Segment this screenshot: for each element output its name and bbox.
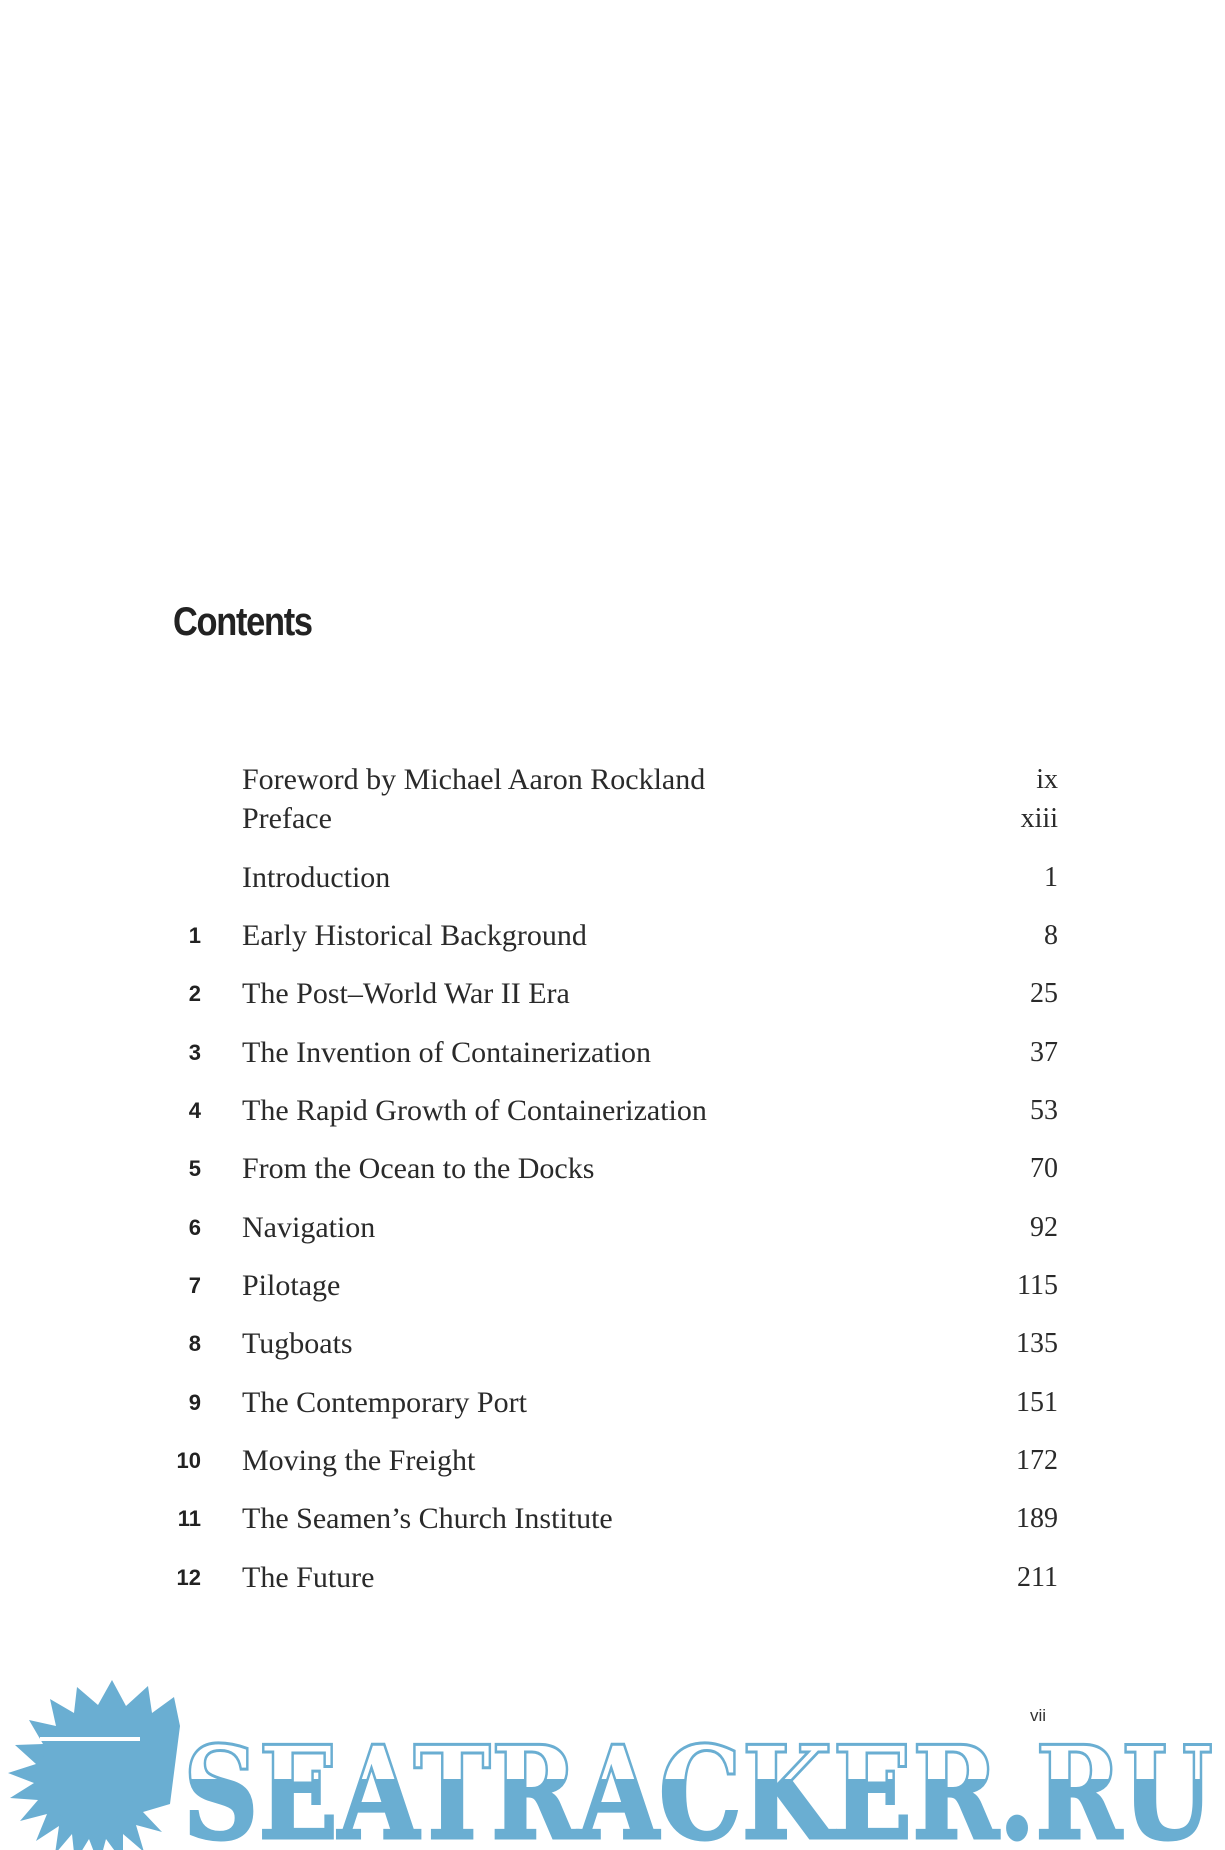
toc-entry-chapter-8 xyxy=(168,1322,1058,1366)
toc-entry-number: 8 xyxy=(188,1331,201,1356)
toc-entry-title: The Seamen’s Church Institute xyxy=(242,1502,613,1535)
toc-entry-number: 12 xyxy=(176,1565,201,1590)
toc-entry-chapter-9 xyxy=(168,1381,1058,1425)
toc-entry-title: From the Ocean to the Docks xyxy=(242,1152,595,1185)
toc-entry-page: 211 xyxy=(1017,1562,1058,1593)
toc-entry-title: Introduction xyxy=(242,861,391,894)
toc-entry-chapter-12 xyxy=(168,1556,1058,1600)
toc-entry-page: 135 xyxy=(1016,1328,1058,1359)
toc-entry-number: 10 xyxy=(176,1448,201,1473)
toc-entry-page: 189 xyxy=(1016,1503,1058,1534)
page-title: Contents xyxy=(173,600,312,644)
toc-entry-number: 7 xyxy=(188,1273,201,1298)
toc-entry-number: 11 xyxy=(177,1506,201,1531)
toc-entry-page: 172 xyxy=(1016,1445,1058,1476)
toc-entry-page: 92 xyxy=(1030,1212,1058,1243)
toc-entry-chapter-1 xyxy=(168,914,1058,958)
toc-entry-chapter-5 xyxy=(168,1147,1058,1191)
toc-entry-number: 1 xyxy=(188,923,201,948)
toc-entry-chapter-3 xyxy=(168,1031,1058,1075)
toc-entry-number: 9 xyxy=(188,1390,201,1415)
toc-entry-title: The Future xyxy=(242,1561,375,1594)
watermark xyxy=(0,1655,1225,1850)
toc-entry-chapter-7 xyxy=(168,1264,1058,1308)
toc-entry-page: 151 xyxy=(1016,1387,1058,1418)
toc-entry-title: The Invention of Containerization xyxy=(242,1036,652,1069)
toc-entry-title: Early Historical Background xyxy=(242,919,587,952)
toc-entry-chapter-10 xyxy=(168,1439,1058,1483)
toc-entry-page: 53 xyxy=(1030,1095,1058,1126)
toc-entry-page: xiii xyxy=(1020,803,1058,834)
toc-entry-title: Pilotage xyxy=(242,1269,341,1302)
toc-entry-chapter-4 xyxy=(168,1089,1058,1133)
watermark-text: SEATRACKER.RU xyxy=(183,1719,1213,1850)
page-number: vii xyxy=(1030,1706,1047,1725)
toc-entry-foreword xyxy=(168,758,1058,802)
toc-entry-page: 37 xyxy=(1030,1037,1058,1068)
toc-entry-chapter-11 xyxy=(168,1497,1058,1541)
toc-entry-title: Navigation xyxy=(242,1211,376,1244)
toc-entry-title: Tugboats xyxy=(242,1327,353,1360)
toc-entry-number: 2 xyxy=(188,981,201,1006)
toc-entry-number: 5 xyxy=(188,1156,201,1181)
toc-entry-number: 4 xyxy=(188,1098,201,1123)
toc-entry-title: Moving the Freight xyxy=(242,1444,476,1477)
toc-entry-title: The Post–World War II Era xyxy=(242,977,570,1010)
toc-entry-title: The Contemporary Port xyxy=(242,1386,527,1419)
toc-entry-page: ix xyxy=(1036,764,1058,795)
toc-entry-introduction xyxy=(168,856,1058,900)
toc-entry-number: 3 xyxy=(188,1040,201,1065)
toc-entry-page: 1 xyxy=(1044,862,1058,893)
toc-entry-chapter-2 xyxy=(168,972,1058,1016)
toc-entry-page: 25 xyxy=(1030,978,1058,1009)
toc-entry-page: 115 xyxy=(1017,1270,1058,1301)
toc-entry-title: Preface xyxy=(242,802,332,835)
toc-entry-number: 6 xyxy=(188,1215,201,1240)
toc-entry-title: Foreword by Michael Aaron Rockland xyxy=(242,763,706,796)
toc-entry-title: The Rapid Growth of Containerization xyxy=(242,1094,707,1127)
toc-entry-page: 8 xyxy=(1044,920,1058,951)
toc-entry-preface xyxy=(168,797,1058,841)
toc-entry-chapter-6 xyxy=(168,1206,1058,1250)
toc-entry-page: 70 xyxy=(1030,1153,1058,1184)
sun-icon xyxy=(8,1680,180,1850)
